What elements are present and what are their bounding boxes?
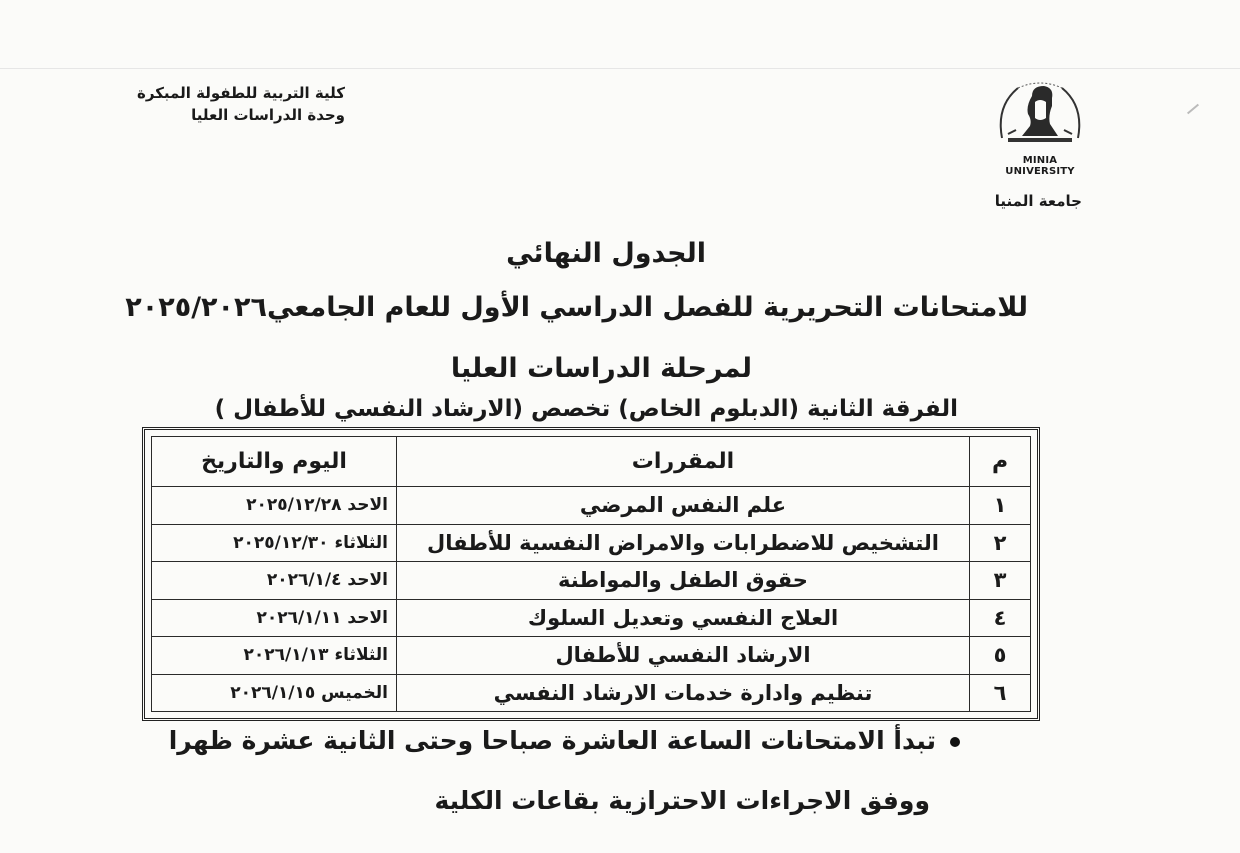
schedule-table <box>151 436 1031 712</box>
department-name: وحدة الدراسات العليا <box>191 106 345 124</box>
table-header-row <box>152 437 1031 487</box>
row-date: الاحد ٢٠٢٦/١/١١ <box>152 599 397 637</box>
faculty-header <box>110 82 345 126</box>
row-date: الخميس ٢٠٢٦/١/١٥ <box>152 674 397 712</box>
row-course: حقوق الطفل والمواطنة <box>397 562 970 600</box>
row-course: العلاج النفسي وتعديل السلوك <box>397 599 970 637</box>
row-course: التشخيص للاضطرابات والامراض النفسية للأطفال <box>397 524 970 562</box>
table-row <box>152 487 1031 525</box>
program-title: الفرقة الثانية (الدبلوم الخاص) تخصص (الارشاد النفسي للأطفال ) <box>214 396 958 422</box>
bullet-icon <box>950 737 960 747</box>
header-number: م <box>970 437 1031 487</box>
row-date: الاحد ٢٠٢٥/١٢/٢٨ <box>152 487 397 525</box>
exam-title: للامتحانات التحريرية للفصل الدراسي الأول للعام الجامعي٢٠٢٥/٢٠٢٦ <box>125 292 1028 323</box>
row-number: ٣ <box>970 562 1031 600</box>
row-number: ٤ <box>970 599 1031 637</box>
row-number: ٢ <box>970 524 1031 562</box>
document-title: الجدول النهائي <box>506 238 706 269</box>
row-number: ١ <box>970 487 1031 525</box>
table-row <box>152 637 1031 675</box>
header-course: المقررات <box>397 437 970 487</box>
row-number: ٥ <box>970 637 1031 675</box>
exam-time-text: تبدأ الامتحانات الساعة العاشرة صباحا وحتى الثانية عشرة ظهرا <box>168 726 936 755</box>
precautions-note: ووفق الاجراءات الاحترازية بقاعات الكلية <box>434 786 930 815</box>
table-row <box>152 562 1031 600</box>
row-course: علم النفس المرضي <box>397 487 970 525</box>
row-date: الثلاثاء ٢٠٢٦/١/١٣ <box>152 637 397 675</box>
row-date: الثلاثاء ٢٠٢٥/١٢/٣٠ <box>152 524 397 562</box>
row-date: الاحد ٢٠٢٦/١/٤ <box>152 562 397 600</box>
page-top-rule <box>0 68 1240 69</box>
schedule-table-frame <box>142 427 1040 721</box>
university-name: جامعة المنيا <box>994 192 1082 210</box>
stage-title: لمرحلة الدراسات العليا <box>450 353 752 384</box>
row-number: ٦ <box>970 674 1031 712</box>
row-course: تنظيم وادارة خدمات الارشاد النفسي <box>397 674 970 712</box>
page-mark <box>1187 104 1199 115</box>
header-date: اليوم والتاريخ <box>152 437 397 487</box>
exam-time-note <box>168 726 960 755</box>
faculty-name: كلية التربية للطفولة المبكرة <box>137 84 345 102</box>
table-row <box>152 524 1031 562</box>
table-row <box>152 599 1031 637</box>
pharaoh-bust-icon <box>988 76 1092 156</box>
row-course: الارشاد النفسي للأطفال <box>397 637 970 675</box>
logo-caption: MINIA UNIVERSITY <box>1005 155 1075 177</box>
table-row <box>152 674 1031 712</box>
